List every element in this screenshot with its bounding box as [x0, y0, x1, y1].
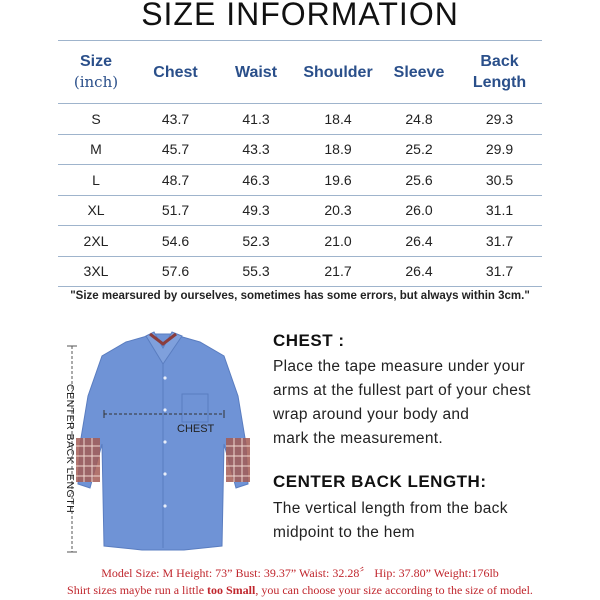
- table-row: [58, 135, 542, 166]
- model-info: Model Size: M Height: 73” Bust: 39.37” Waist: 32.28〞 Hip: 37.80” Weight:176lb: [101, 566, 499, 580]
- chest-heading: CHEST :: [273, 331, 345, 350]
- table-cell: 18.4: [324, 110, 352, 127]
- measurement-note: "Size mearsured by ourselves, sometimes has some errors, but always within 3cm.": [70, 290, 530, 302]
- back-line: The vertical length from the back: [273, 500, 508, 517]
- table-cell: 57.6: [161, 263, 190, 280]
- page-title: SIZE INFORMATION: [141, 0, 459, 32]
- table-row: [58, 165, 542, 196]
- table-cell: 25.6: [405, 171, 433, 188]
- table-cell: 48.7: [161, 171, 190, 188]
- table-row: [58, 196, 542, 227]
- back-length-label: CENTER BACK LENGTH: [64, 384, 76, 514]
- table-row: [58, 104, 542, 135]
- table-cell: 24.8: [405, 110, 433, 127]
- chest-line: wrap around your body and: [273, 406, 470, 423]
- table-cell: 29.9: [485, 141, 514, 158]
- table-cell: 31.7: [485, 232, 514, 249]
- back-description: [273, 497, 573, 545]
- header-back-length: Back Length: [472, 53, 527, 91]
- table-cell: 26.4: [405, 232, 433, 249]
- table-cell: 25.2: [405, 141, 433, 158]
- table-cell: 49.3: [242, 202, 270, 219]
- table-cell: 54.6: [161, 232, 190, 249]
- back-heading: CENTER BACK LENGTH:: [273, 472, 487, 491]
- table-cell: 3XL: [83, 263, 109, 280]
- chest-description: [273, 355, 573, 451]
- header-sleeve: Sleeve: [393, 63, 445, 81]
- header-chest: Chest: [153, 63, 198, 81]
- table-cell: 45.7: [161, 141, 190, 158]
- table-cell: 31.7: [485, 263, 514, 280]
- shirt-diagram: [64, 326, 264, 556]
- chest-line: Place the tape measure under your: [273, 358, 526, 375]
- table-cell: 52.3: [242, 232, 270, 249]
- table-cell: 30.5: [485, 171, 514, 188]
- table-cell: 29.3: [485, 110, 514, 127]
- table-row: [58, 226, 542, 257]
- table-cell: L: [92, 171, 100, 188]
- table-cell: 26.0: [405, 202, 433, 219]
- table-cell: XL: [87, 202, 105, 219]
- table-cell: S: [91, 110, 101, 127]
- size-advice-emphasis: too Small: [207, 583, 256, 597]
- table-cell: 31.1: [485, 202, 514, 219]
- table-cell: 51.7: [161, 202, 190, 219]
- chest-line: arms at the fullest part of your chest: [273, 382, 531, 399]
- table-cell: 41.3: [242, 110, 270, 127]
- table-cell: 26.4: [405, 263, 433, 280]
- header-unit: (inch): [73, 73, 119, 91]
- table-cell: 21.0: [324, 232, 352, 249]
- header-waist: Waist: [234, 63, 278, 81]
- header-shoulder: Shoulder: [303, 63, 373, 81]
- table-cell: 46.3: [242, 171, 270, 188]
- size-advice-part2: , you can choose your size according to the size of model.: [255, 583, 533, 597]
- header-size: [58, 51, 134, 93]
- header-size-label: Size: [79, 53, 112, 70]
- table-cell: 43.7: [161, 110, 190, 127]
- table-cell: 20.3: [324, 202, 352, 219]
- chest-line: mark the measurement.: [273, 430, 443, 447]
- chest-label: CHEST: [177, 423, 215, 435]
- table-cell: 2XL: [83, 232, 109, 249]
- table-row: [58, 257, 542, 288]
- back-line: midpoint to the hem: [273, 524, 415, 541]
- table-cell: 19.6: [324, 171, 352, 188]
- table-cell: 55.3: [242, 263, 270, 280]
- shirt-icon: [76, 332, 250, 550]
- table-header: [58, 40, 542, 104]
- table-cell: M: [90, 141, 102, 158]
- size-advice-part1: Shirt sizes maybe run a little: [67, 583, 208, 597]
- table-cell: 18.9: [324, 141, 352, 158]
- size-table: [58, 40, 542, 287]
- table-cell: 21.7: [324, 263, 352, 280]
- table-cell: 43.3: [242, 141, 270, 158]
- size-advice: [0, 583, 600, 598]
